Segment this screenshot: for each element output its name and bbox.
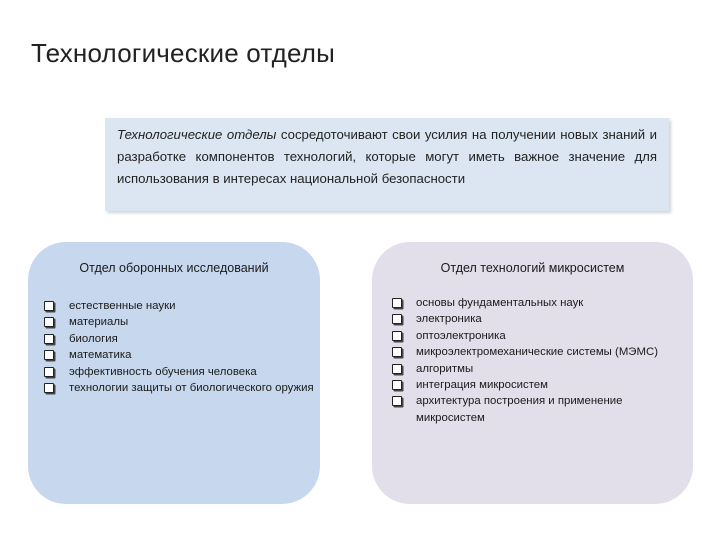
checkbox-bullet-icon [44, 350, 54, 360]
list-item [392, 328, 688, 344]
list-item [392, 311, 688, 327]
list-item-label: биология [69, 332, 118, 345]
list-item-label: оптоэлектроника [416, 329, 506, 342]
list-item-label: эффективность обучения человека [69, 365, 257, 378]
checkbox-bullet-icon [44, 301, 54, 311]
list-item [392, 377, 688, 393]
list-item [392, 361, 688, 377]
checkbox-bullet-icon [392, 347, 402, 357]
checkbox-bullet-icon [44, 317, 54, 327]
list-item [44, 347, 314, 363]
list-item [44, 314, 314, 330]
checkbox-bullet-icon [44, 334, 54, 344]
checkbox-bullet-icon [44, 367, 54, 377]
list-item [392, 344, 688, 360]
list-item-label: архитектура построения и применение микросистем [416, 395, 623, 424]
list-item [44, 298, 314, 314]
checkbox-bullet-icon [392, 380, 402, 390]
defense-research-title: Отдел оборонных исследований [79, 261, 269, 275]
microsystems-title: Отдел технологий микросистем [440, 261, 625, 275]
checkbox-bullet-icon [44, 383, 54, 393]
list-item-label: материалы [69, 316, 129, 329]
list-item [44, 331, 314, 347]
list-item-label: интеграция микросистем [416, 379, 548, 392]
checkbox-bullet-icon [392, 314, 402, 324]
slide-title: Технологические отделы [31, 38, 336, 68]
defense-research-list [44, 298, 314, 396]
list-item-label: основы фундаментальных наук [416, 297, 584, 309]
microsystems-list [392, 295, 688, 426]
list-item [44, 380, 314, 396]
list-item-label: естественные науки [69, 300, 176, 312]
list-item [44, 364, 314, 380]
list-item-label: микроэлектромеханические системы (МЭМС) [416, 346, 659, 359]
list-item-label: математика [69, 349, 132, 362]
intro-lead: Технологические отделы [117, 127, 277, 142]
checkbox-bullet-icon [392, 396, 402, 406]
checkbox-bullet-icon [392, 364, 402, 374]
intro-text: сосредоточивают свои усилия на получении новых знаний и разработке компонентов технологий, которые могут иметь важное значение для использования в интересах национальной безопасности [117, 127, 657, 186]
list-item-label: алгоритмы [416, 362, 474, 375]
checkbox-bullet-icon [392, 331, 402, 341]
list-item-label: электроника [416, 313, 482, 326]
list-item-label: технологии защиты от биологического оружия [69, 382, 314, 395]
list-item [392, 295, 688, 311]
checkbox-bullet-icon [392, 298, 402, 308]
list-item [392, 393, 688, 426]
microsystems-panel [372, 242, 693, 504]
defense-research-panel [28, 242, 320, 504]
intro-box [105, 118, 669, 211]
